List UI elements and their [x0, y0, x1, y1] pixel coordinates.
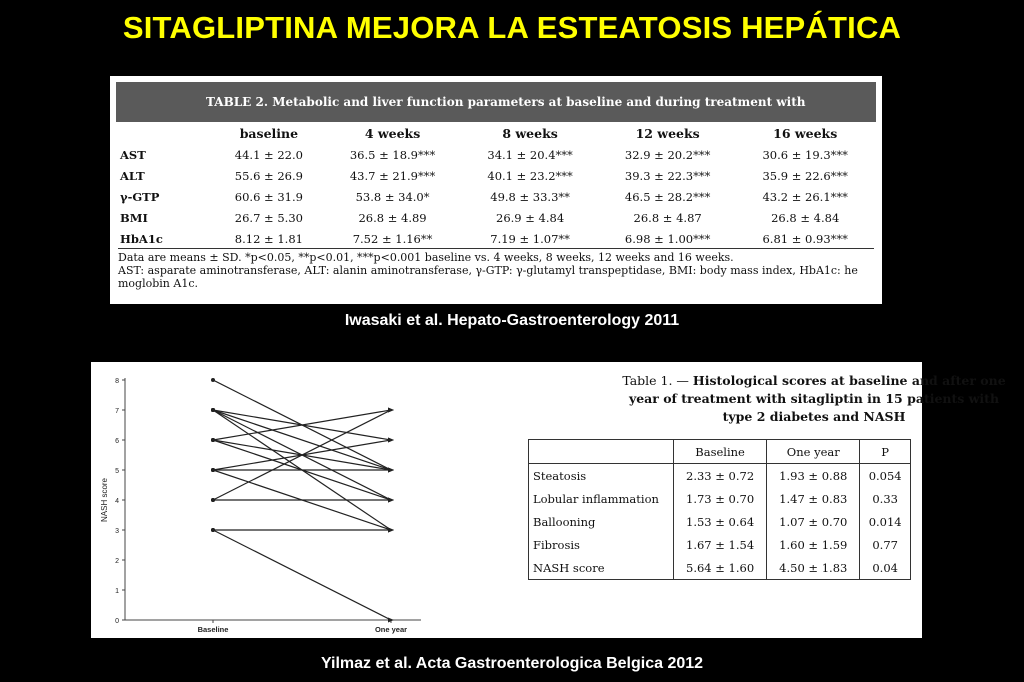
table-cell: 26.9 ± 4.84	[496, 210, 565, 225]
series-line	[213, 410, 391, 470]
data-point	[211, 408, 215, 412]
table-row	[529, 510, 911, 533]
row-label: γ-GTP	[120, 189, 160, 204]
row-label: Fibrosis	[529, 533, 674, 556]
data-point	[211, 468, 215, 472]
y-tick-label: 3	[115, 528, 119, 535]
y-tick-label: 2	[115, 558, 119, 565]
table-cell: 46.5 ± 28.2***	[624, 189, 711, 204]
row-label: Lobular inflammation	[529, 487, 674, 510]
table1-caption-lead: Table 1. —	[622, 373, 693, 388]
table-cell: 0.33	[860, 487, 911, 510]
table-cell: 43.7 ± 21.9***	[349, 168, 436, 183]
table1-col-p: P	[860, 440, 911, 464]
y-tick-label: 7	[115, 408, 119, 415]
table-cell: 49.8 ± 33.3**	[490, 189, 570, 204]
table-cell: 26.8 ± 4.87	[633, 210, 702, 225]
y-tick-label: 6	[115, 438, 119, 445]
table-cell: 0.014	[860, 510, 911, 533]
table-cell: 40.1 ± 23.2***	[487, 168, 573, 183]
table-cell: 53.8 ± 34.0*	[355, 189, 430, 204]
table-cell: 43.2 ± 26.1***	[762, 189, 848, 204]
table-cell: 2.33 ± 0.72	[674, 464, 767, 488]
table1-col-one-year: One year	[767, 440, 860, 464]
citation-iwasaki: Iwasaki et al. Hepato-Gastroenterology 2011	[344, 312, 680, 329]
data-point	[211, 378, 215, 382]
table2-col-4wk: 4 weeks	[364, 125, 421, 141]
table-row	[529, 556, 911, 580]
row-label: HbA1c	[120, 231, 163, 246]
data-point	[211, 528, 215, 532]
table-cell: 5.64 ± 1.60	[674, 556, 767, 580]
table-cell: 32.9 ± 20.2***	[624, 147, 711, 162]
table1-caption-rest: Histological scores at baseline and after one year of treatment with sitagliptin in 15 patients with type 2 diabetes and NASH	[628, 373, 1006, 424]
table-row	[529, 533, 911, 556]
x-tick-label: One year	[374, 625, 408, 634]
row-label: BMI	[120, 210, 148, 225]
table-cell: 26.7 ± 5.30	[234, 210, 303, 225]
table-cell: 1.53 ± 0.64	[674, 510, 767, 533]
table-cell: 1.73 ± 0.70	[674, 487, 767, 510]
table-cell: 6.81 ± 0.93***	[762, 231, 848, 246]
data-point	[388, 408, 394, 413]
table-cell: 7.19 ± 1.07**	[490, 231, 570, 246]
table-cell: 35.9 ± 22.6***	[762, 168, 848, 183]
table-cell: 8.12 ± 1.81	[234, 231, 303, 246]
table-cell: 6.98 ± 1.00***	[624, 231, 711, 246]
table2-panel	[110, 76, 882, 304]
table-row	[118, 165, 874, 186]
y-tick-label: 5	[115, 468, 119, 475]
data-point	[211, 438, 215, 442]
table2-col-16wk: 16 weeks	[773, 125, 838, 141]
table2-note-1: Data are means ± SD. *p<0.05, **p<0.01, ***p<0.001 baseline vs. 4 weeks, 8 weeks, 12 weeks and 16 weeks.	[118, 251, 734, 264]
table1-header-row	[529, 440, 911, 464]
table-row	[118, 144, 874, 165]
table-row	[529, 487, 911, 510]
table-cell: 34.1 ± 20.4***	[487, 147, 573, 162]
row-label: NASH score	[529, 556, 674, 580]
table2	[118, 122, 874, 249]
table-cell: 4.50 ± 1.83	[767, 556, 860, 580]
table2-col-8wk: 8 weeks	[502, 125, 558, 141]
table1-corner	[529, 440, 674, 464]
table-cell: 55.6 ± 26.9	[234, 168, 303, 183]
y-tick-label: 0	[115, 618, 119, 625]
row-label: ALT	[120, 168, 145, 183]
row-label: AST	[120, 147, 146, 162]
table-cell: 39.3 ± 22.3***	[624, 168, 711, 183]
y-tick-label: 4	[115, 498, 119, 505]
table2-col-12wk: 12 weeks	[635, 125, 700, 141]
table-cell: 30.6 ± 19.3***	[762, 147, 848, 162]
x-tick-label: Baseline	[197, 625, 229, 634]
table-cell: 0.04	[860, 556, 911, 580]
table2-footnotes	[118, 248, 874, 290]
table2-note-2: AST: asparate aminotransferase, ALT: alanin aminotransferase, γ-GTP: γ-glutamyl transpeptidase, BMI: body mass index, HbA1c: he moglobin A1c.	[118, 264, 858, 290]
table-cell: 0.054	[860, 464, 911, 488]
data-point	[388, 498, 394, 503]
table2-header-row	[118, 122, 874, 144]
table1-caption	[619, 372, 1009, 426]
table1-col-baseline: Baseline	[674, 440, 767, 464]
data-point	[388, 438, 394, 443]
row-label: Steatosis	[529, 464, 674, 488]
yilmaz-panel	[91, 362, 1006, 638]
table-cell: 36.5 ± 18.9***	[349, 147, 436, 162]
data-point	[388, 528, 394, 533]
table-row	[529, 464, 911, 488]
table-cell: 1.67 ± 1.54	[674, 533, 767, 556]
table-row	[118, 186, 874, 207]
slide-title: SITAGLIPTINA MEJORA LA ESTEATOSIS HEPÁTICA	[122, 10, 902, 45]
y-tick-label: 8	[115, 378, 119, 385]
data-point	[388, 468, 394, 473]
table2-corner	[118, 122, 214, 144]
table-cell: 26.8 ± 4.89	[358, 210, 427, 225]
y-axis-label: NASH score	[100, 477, 109, 523]
table1	[528, 439, 911, 580]
table-row	[118, 228, 874, 249]
table2-title-lead: TABLE 2.	[206, 95, 269, 109]
table-cell: 1.07 ± 0.70	[767, 510, 860, 533]
data-point	[211, 498, 215, 502]
table-cell: 0.77	[860, 533, 911, 556]
table-cell: 60.6 ± 31.9	[234, 189, 303, 204]
table-cell: 7.52 ± 1.16**	[352, 231, 433, 246]
table-row	[118, 207, 874, 228]
table2-title-rest: Metabolic and liver function parameters at baseline and during treatment with sitagliptin.	[206, 95, 806, 149]
table-cell: 44.1 ± 22.0	[234, 147, 303, 162]
table-cell: 1.60 ± 1.59	[767, 533, 860, 556]
table-cell: 1.47 ± 0.83	[767, 487, 860, 510]
table-cell: 26.8 ± 4.84	[771, 210, 840, 225]
nash-score-chart	[91, 362, 511, 638]
table2-col-baseline: baseline	[239, 125, 299, 141]
row-label: Ballooning	[529, 510, 674, 533]
y-tick-label: 1	[115, 588, 119, 595]
series-line	[213, 530, 391, 620]
table-cell: 1.93 ± 0.88	[767, 464, 860, 488]
citation-yilmaz: Yilmaz et al. Acta Gastroenterologica Belgica 2012	[320, 655, 704, 672]
